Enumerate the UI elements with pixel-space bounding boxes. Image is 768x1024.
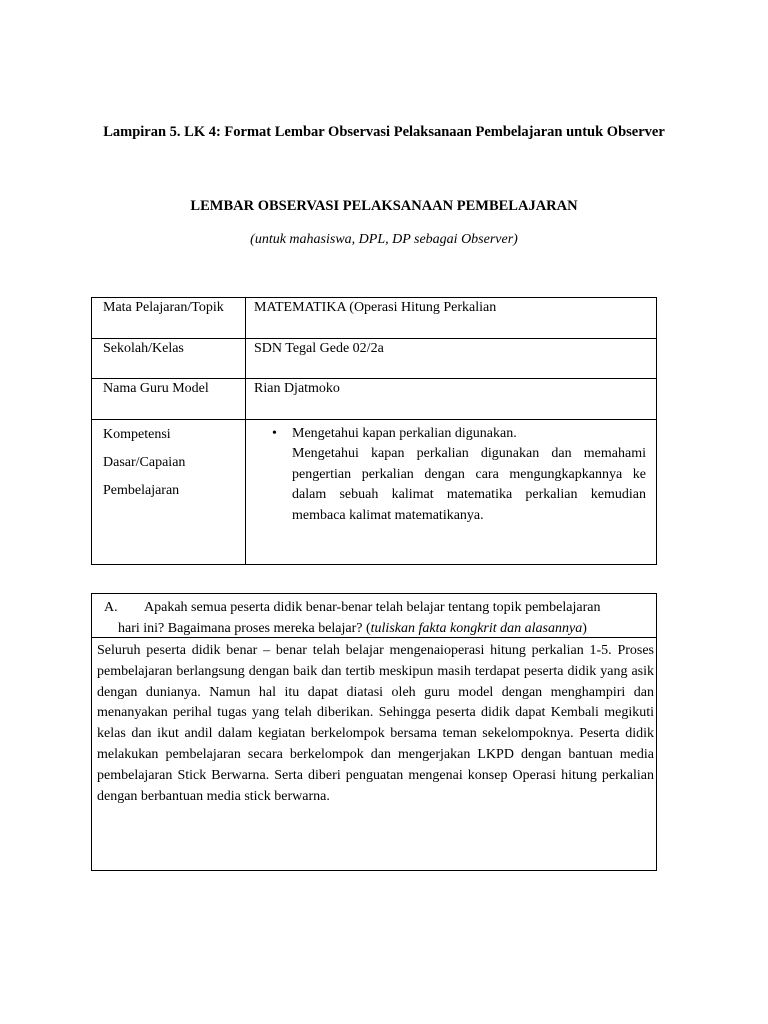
competency-label-line: Pembelajaran — [103, 483, 180, 498]
document-subtitle: (untuk mahasiswa, DPL, DP sebagai Observer) — [250, 232, 518, 247]
school-value: SDN Tegal Gede 02/2a — [254, 341, 384, 356]
label-cell — [92, 298, 246, 339]
value-cell — [246, 420, 657, 565]
competency-label — [92, 420, 245, 505]
competency-content — [246, 420, 656, 526]
question-text-2: hari ini? Bagaimana proses mereka belajar? ( — [118, 621, 371, 636]
competency-description: Mengetahui kapan perkalian digunakan dan memahami pengertian perkalian dengan cara mengungkapkannya ke dalam sebuah kalimat matematika perkalian kemudian membaca kalimat matematikanya. — [292, 446, 646, 523]
document-title: LEMBAR OBSERVASI PELAKSANAAN PEMBELAJARAN — [190, 198, 578, 214]
subject-label: Mata Pelajaran/Topik — [103, 300, 224, 315]
bullet-icon: • — [272, 426, 277, 441]
competency-label-line: Dasar/Capaian — [103, 455, 186, 470]
question-close-paren: ) — [582, 621, 587, 636]
question-text-1: Apakah semua peserta didik benar-benar telah belajar tentang topik pembelajaran — [144, 600, 601, 615]
section-marker: A. — [104, 600, 118, 615]
table-row-subject — [92, 298, 657, 339]
competency-bullet-item — [246, 424, 646, 444]
table-row-competency — [92, 420, 657, 565]
competency-label-line: Kompetensi — [103, 427, 171, 442]
section-a-box — [91, 593, 657, 871]
subject-value: MATEMATIKA (Operasi Hitung Perkalian — [254, 300, 497, 315]
value-cell — [246, 339, 657, 379]
section-a-question — [92, 594, 656, 638]
competency-bullet-text: Mengetahui kapan perkalian digunakan. — [292, 426, 517, 441]
observation-info-table — [91, 297, 657, 565]
question-line-2 — [104, 618, 634, 639]
school-label: Sekolah/Kelas — [103, 341, 184, 356]
label-cell — [92, 379, 246, 420]
value-cell — [246, 298, 657, 339]
label-cell — [92, 420, 246, 565]
question-line-1 — [104, 597, 634, 618]
appendix-title: Lampiran 5. LK 4: Format Lembar Observasi Pelaksanaan Pembelajaran untuk Observer — [103, 124, 665, 140]
teacher-value: Rian Djatmoko — [254, 381, 340, 396]
section-a-answer: Seluruh peserta didik benar – benar telah belajar mengenaioperasi hitung perkalian 1-5. Proses pembelajaran berlangsung dengan baik dan tertib meskipun masih terdapat peserta didik yang asik dengan dunianya. Namun hal itu dapat diatasi oleh guru model dengan menghampiri dan menanyakan perihal tugas yang telah diberikan. Sehingga peserta didik dapat Kembali megikuti kelas dan ikut andil dalam kegiatan berkelompok bersama teman sekelompoknya. Peserta didik melakukan pembelajaran secara berkelompok dan mengerjakan LKPD dengan bantuan media pembelajaran Stick Berwarna. Serta diberi penguatan mengenai konsep Operasi hitung perkalian dengan berbantuan media stick berwarna. — [97, 643, 654, 804]
question-instruction: tuliskan fakta kongkrit dan alasannya — [370, 621, 583, 636]
table-row-teacher — [92, 379, 657, 420]
label-cell — [92, 339, 246, 379]
teacher-label: Nama Guru Model — [103, 381, 209, 396]
table-row-school — [92, 339, 657, 379]
value-cell — [246, 379, 657, 420]
